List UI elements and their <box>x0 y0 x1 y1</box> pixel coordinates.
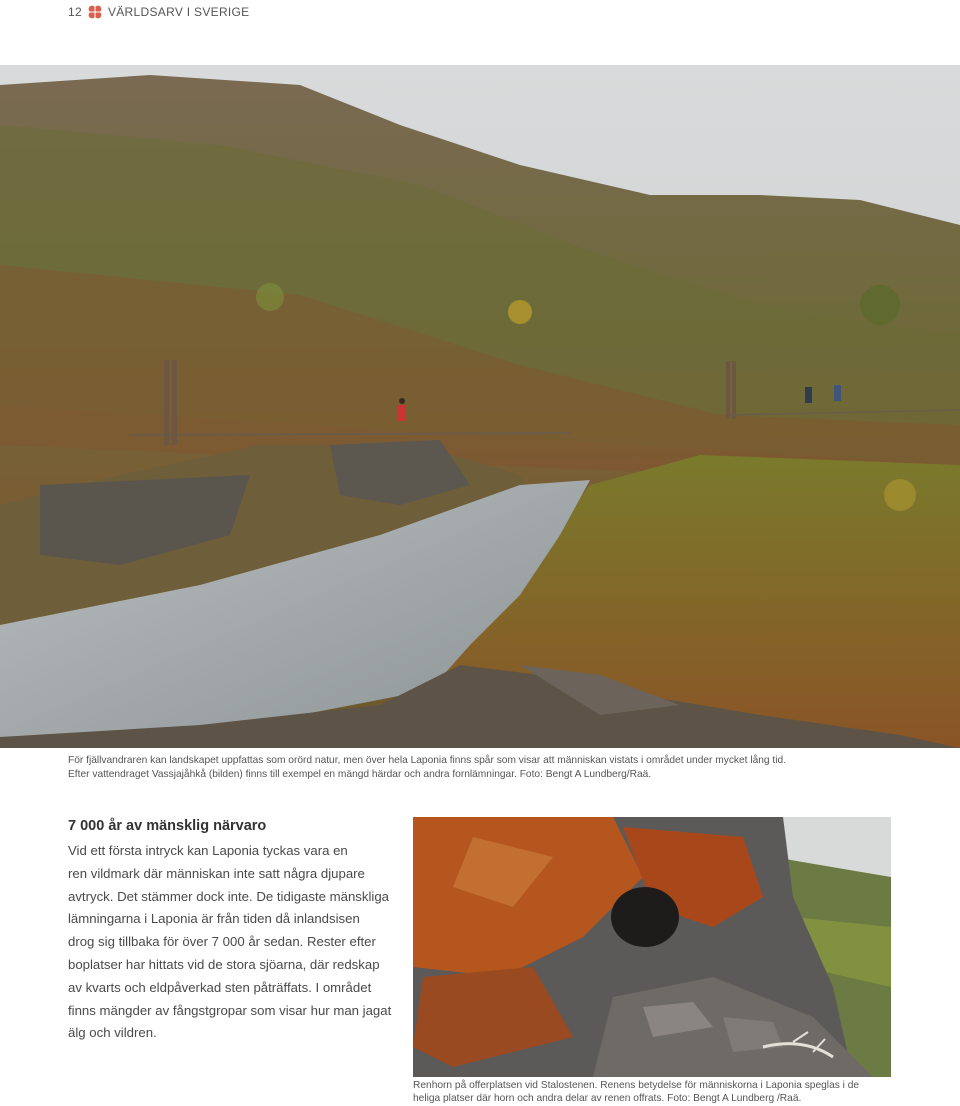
caption-line: För fjällvandraren kan landskapet uppfattas som orörd natur, men över hela Laponia finns spår som visar att människan vistats i området under mycket lång tid. <box>68 755 787 766</box>
article-line: av kvarts och eldpåverkad sten påträffats. I området <box>68 979 372 995</box>
landscape-photo-caption <box>68 754 908 781</box>
caption-line: heliga platser där horn och andra delar av renen offrats. Foto: Bengt A Lundberg /Raä. <box>413 1092 802 1104</box>
rock-photo-caption <box>413 1080 893 1105</box>
article <box>68 816 398 1045</box>
landscape-photo <box>0 65 960 748</box>
caption-line: Renhorn på offerplatsen vid Stalostenen. Renens betydelse för människorna i Laponia speglas i de <box>413 1080 860 1091</box>
article-line: avtryck. Det stämmer dock inte. De tidigaste mänskliga <box>68 888 390 904</box>
article-line: Vid ett första intryck kan Laponia tyckas vara en <box>68 843 348 858</box>
rock-photo <box>413 817 891 1077</box>
article-line: lämningarna i Laponia är från tiden då inlandsisen <box>68 911 360 927</box>
page-number: 12 <box>68 5 82 19</box>
caption-line: Efter vattendraget Vassjajåhkå (bilden) finns till exempel en mängd härdar och andra fornlämningar. Foto: Bengt A Lundberg/Raä. <box>68 768 652 780</box>
page-header <box>68 3 249 21</box>
article-line: boplatser har hittats vid de stora sjöarna, där redskap <box>68 956 380 972</box>
article-line: drog sig tillbaka för över 7 000 år sedan. Rester efter <box>68 934 376 950</box>
four-leaf-logo-icon <box>88 5 102 19</box>
section-title: VÄRLDSARV I SVERIGE <box>107 5 250 19</box>
article-line: ren vildmark där människan inte satt några djupare <box>68 865 365 881</box>
article-heading: 7 000 år av mänsklig närvaro <box>68 818 267 834</box>
article-line: älg och vildren. <box>68 1025 157 1041</box>
article-line: finns mängder av fångstgropar som visar hur man jagat <box>68 1002 392 1018</box>
